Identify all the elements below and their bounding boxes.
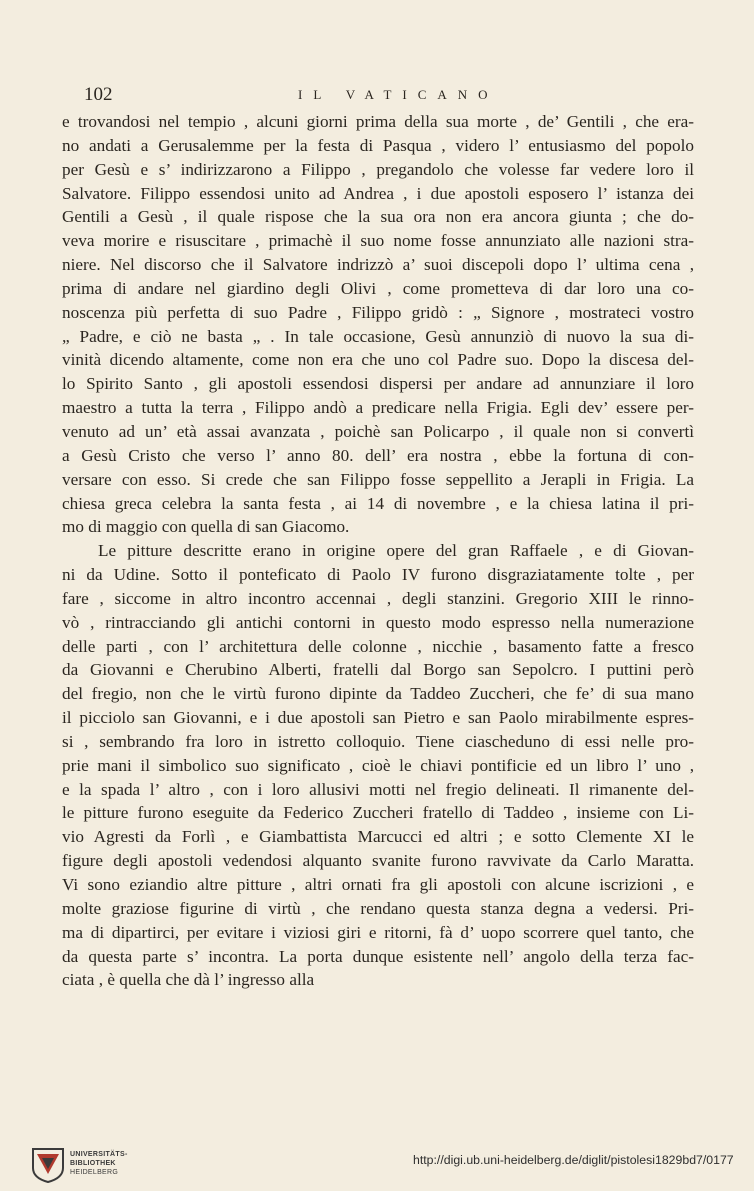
text-line: da questa parte s’ incontra. La porta dunque esistente nell’ angolo della terza fac-	[62, 946, 694, 966]
text-line: figure degli apostoli vedendosi alquanto svanite furono ravvivate da Carlo Maratta.	[62, 851, 694, 871]
text-line: ciata , è quella che dà l’ ingresso alla	[62, 970, 315, 990]
text-line: delle parti , con l’ architettura delle colonne , nicchie , basamento fatte a fresco	[62, 636, 694, 656]
text-line: vò , rintracciando gli antichi contorni in questo modo espresso nella numerazione	[62, 612, 694, 632]
text-line: lo Spirito Santo , gli apostoli essendosi dispersi per andare ad annunziare il loro	[62, 374, 694, 394]
text-line: no andati a Gerusalemme per la festa di Pasqua , videro l’ entusiasmo del popolo	[62, 135, 694, 155]
text-line: mo di maggio con quella di san Giacomo.	[62, 517, 350, 537]
text-line: Gentili a Gesù , il quale rispose che la sua ora non era ancora giunta ; che do-	[62, 207, 694, 227]
text-line: del fregio, non che le virtù furono dipinte da Taddeo Zuccheri, che fe’ di sua mano	[62, 684, 694, 704]
text-line: Salvatore. Filippo essendosi unito ad Andrea , i due apostoli esposero l’ istanza dei	[62, 183, 694, 203]
text-line: le pitture furono eseguite da Federico Zuccheri fratello di Taddeo , insieme con Li-	[62, 803, 694, 823]
text-line: niere. Nel discorso che il Salvatore indrizzò a’ suoi discepoli dopo l’ ultima cena ,	[62, 255, 694, 275]
text-line: per Gesù e s’ indirizzarono a Filippo , pregandolo che volesse far vedere loro il	[62, 159, 694, 179]
logo-line: UNIVERSITÄTS-	[70, 1151, 128, 1158]
text-line: molte graziose figurine di virtù , che rendano questa stanza degna a vedersi. Pri-	[62, 898, 694, 918]
logo-line: HEIDELBERG	[70, 1169, 119, 1176]
text-line: versare con esso. Si crede che san Filippo fosse seppellito a Jerapli in Frigia. La	[62, 469, 694, 489]
text-line: a Gesù Cristo che verso l’ anno 80. dell’ era nostra , ebbe la fortuna di con-	[62, 445, 694, 465]
page-header	[62, 84, 694, 108]
page-number: 102	[84, 84, 113, 105]
text-line: venuto ad un’ età assai avanzata , poichè san Policarpo , il quale non si convertì	[62, 421, 694, 441]
text-line: e la spada l’ altro , con i loro allusivi motti nel fregio delineati. Il rimanente del-	[62, 779, 694, 799]
digitization-footer	[0, 1140, 754, 1191]
text-line: prie mani il simbolico suo significato , cioè le chiavi pontificie ed un libro l’ uno ,	[62, 755, 694, 775]
text-line: prima di andare nel giardino degli Olivi , come prometteva di dar loro una co-	[62, 278, 694, 298]
text-line: vio Agresti da Forlì , e Giambattista Marcucci ed altri ; e sotto Clemente XI le	[62, 827, 694, 847]
text-line: „ Padre, e ciò ne basta „ . In tale occasione, Gesù annunziò di nuovo la sua di-	[62, 326, 694, 346]
running-title: IL VATICANO	[298, 87, 499, 102]
text-line: maestro a tutta la terra , Filippo andò a predicare nella Frigia. Egli dev’ essere per-	[62, 398, 694, 418]
text-line: fare , siccome in altro incontro accennai , degli stanzini. Gregorio XIII le rinno-	[62, 588, 694, 608]
logo-line: BIBLIOTHEK	[70, 1160, 116, 1167]
body-text	[62, 110, 694, 992]
source-url-link[interactable]: http://digi.ub.uni-heidelberg.de/diglit/pistolesi1829bd7/0177	[413, 1153, 734, 1167]
text-line: il picciolo san Giovanni, e i due apostoli san Pietro e san Paolo mirabilmente espres-	[62, 708, 694, 728]
text-line: da Giovanni e Cherubino Alberti, fratelli dal Borgo san Sepolcro. I puttini però	[62, 660, 694, 680]
text-line: si , sembrando fra loro in istretto colloquio. Tiene ciascheduno di essi nelle pro-	[62, 731, 694, 751]
text-line: noscenza più perfetta di suo Padre , Filippo gridò : „ Signore , mostrateci vostro	[62, 302, 694, 322]
text-line: veva morire e risuscitare , primachè il suo nome fosse annunziato alle nazioni stra-	[62, 231, 694, 251]
text-line: ma di dipartirci, per evitare i viziosi giri e ritorni, fà d’ uopo scorrere quel tanto, che	[62, 922, 694, 942]
text-line: vinità dicendo altamente, come non era che uno col Padre suo. Dopo la discesa del-	[62, 350, 694, 370]
text-line: Le pitture descritte erano in origine opere del gran Raffaele , e di Giovan-	[98, 541, 694, 561]
logo-text	[70, 1150, 128, 1177]
text-line: Vi sono eziandio altre pitture , altri ornati fra gli apostoli con alcune iscrizioni , e	[62, 875, 694, 894]
seal-icon	[30, 1146, 66, 1184]
text-line: chiesa greca celebra la santa festa , ai 14 di novembre , e la chiesa latina il pri-	[62, 493, 694, 513]
text-line: ni da Udine. Sotto il ponteficato di Paolo IV furono disgraziatamente tolte , per	[62, 565, 694, 585]
library-logo[interactable]	[30, 1146, 160, 1186]
text-line: e trovandosi nel tempio , alcuni giorni prima della sua morte , de’ Gentili , che era-	[62, 112, 694, 131]
